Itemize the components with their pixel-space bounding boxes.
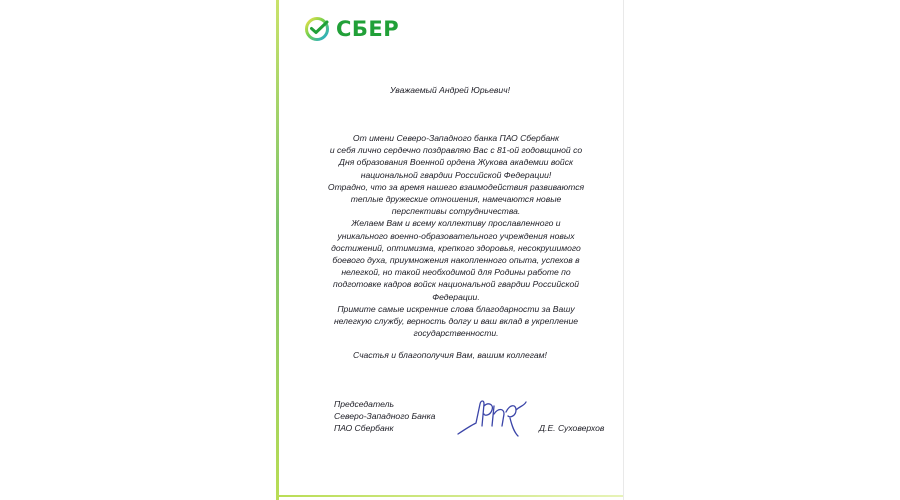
body-line: Примите самые искренние слова благодарности за Вашу (337, 303, 575, 314)
sber-logo-text: СБЕР (336, 17, 400, 41)
letter-sheet (276, 0, 624, 500)
greeting: Уважаемый Андрей Юрьевич! (389, 85, 511, 95)
signer-title-line: ПАО Сбербанк (334, 423, 394, 434)
body-line: достижений, оптимизма, крепкого здоровья, несокрушимого (331, 242, 581, 253)
sber-check-icon (304, 16, 330, 42)
body-line: Дня образования Военной ордена Жукова академии войск (338, 157, 574, 168)
sber-logo (304, 16, 399, 42)
handwritten-signature (454, 396, 534, 445)
body-line: От имени Северо-Западного банка ПАО Сбербанк (352, 133, 560, 143)
signer-name: Д.Е. Суховерхов (539, 423, 605, 433)
letter-body (316, 132, 596, 339)
body-line: Отрадно, что за время нашего взаимодействия развиваются (327, 181, 585, 192)
signer-title-line: Председатель (334, 399, 394, 409)
body-line: Желаем Вам и всему коллективу прославленного и (351, 218, 561, 229)
green-border-bottom (276, 495, 624, 497)
body-line: боевого духа, приумножения накопленного опыта, успехов в (332, 255, 580, 266)
body-line: теплые дружеские отношения, намечаются новые (350, 194, 562, 205)
sheet-edge-right (623, 0, 624, 500)
green-border-left (276, 0, 279, 500)
body-line: нелегкой, но такой необходимой для Родины работе по (341, 267, 571, 278)
body-line: и себя лично сердечно поздравляю Вас с 81-ой годовщиной со (329, 145, 583, 156)
body-line: подготовке кадров войск национальной гвардии Российской (332, 279, 580, 290)
body-line: государственности. (413, 328, 499, 339)
signer-title (334, 398, 435, 435)
body-line: перспективы сотрудничества. (391, 206, 521, 217)
body-line: национальной гвардии Российской Федерации! (360, 169, 552, 180)
body-line: уникального военно-образовательного учреждения новых (337, 230, 575, 241)
closing-wish: Счастья и благополучия Вам, вашим коллегам! (353, 350, 547, 360)
body-line: нелегкую службу, верность долгу и ваш вклад в укрепление (333, 316, 579, 327)
signer-title-line: Северо-Западного Банка (334, 411, 436, 422)
body-line: Федерации. (432, 291, 480, 302)
